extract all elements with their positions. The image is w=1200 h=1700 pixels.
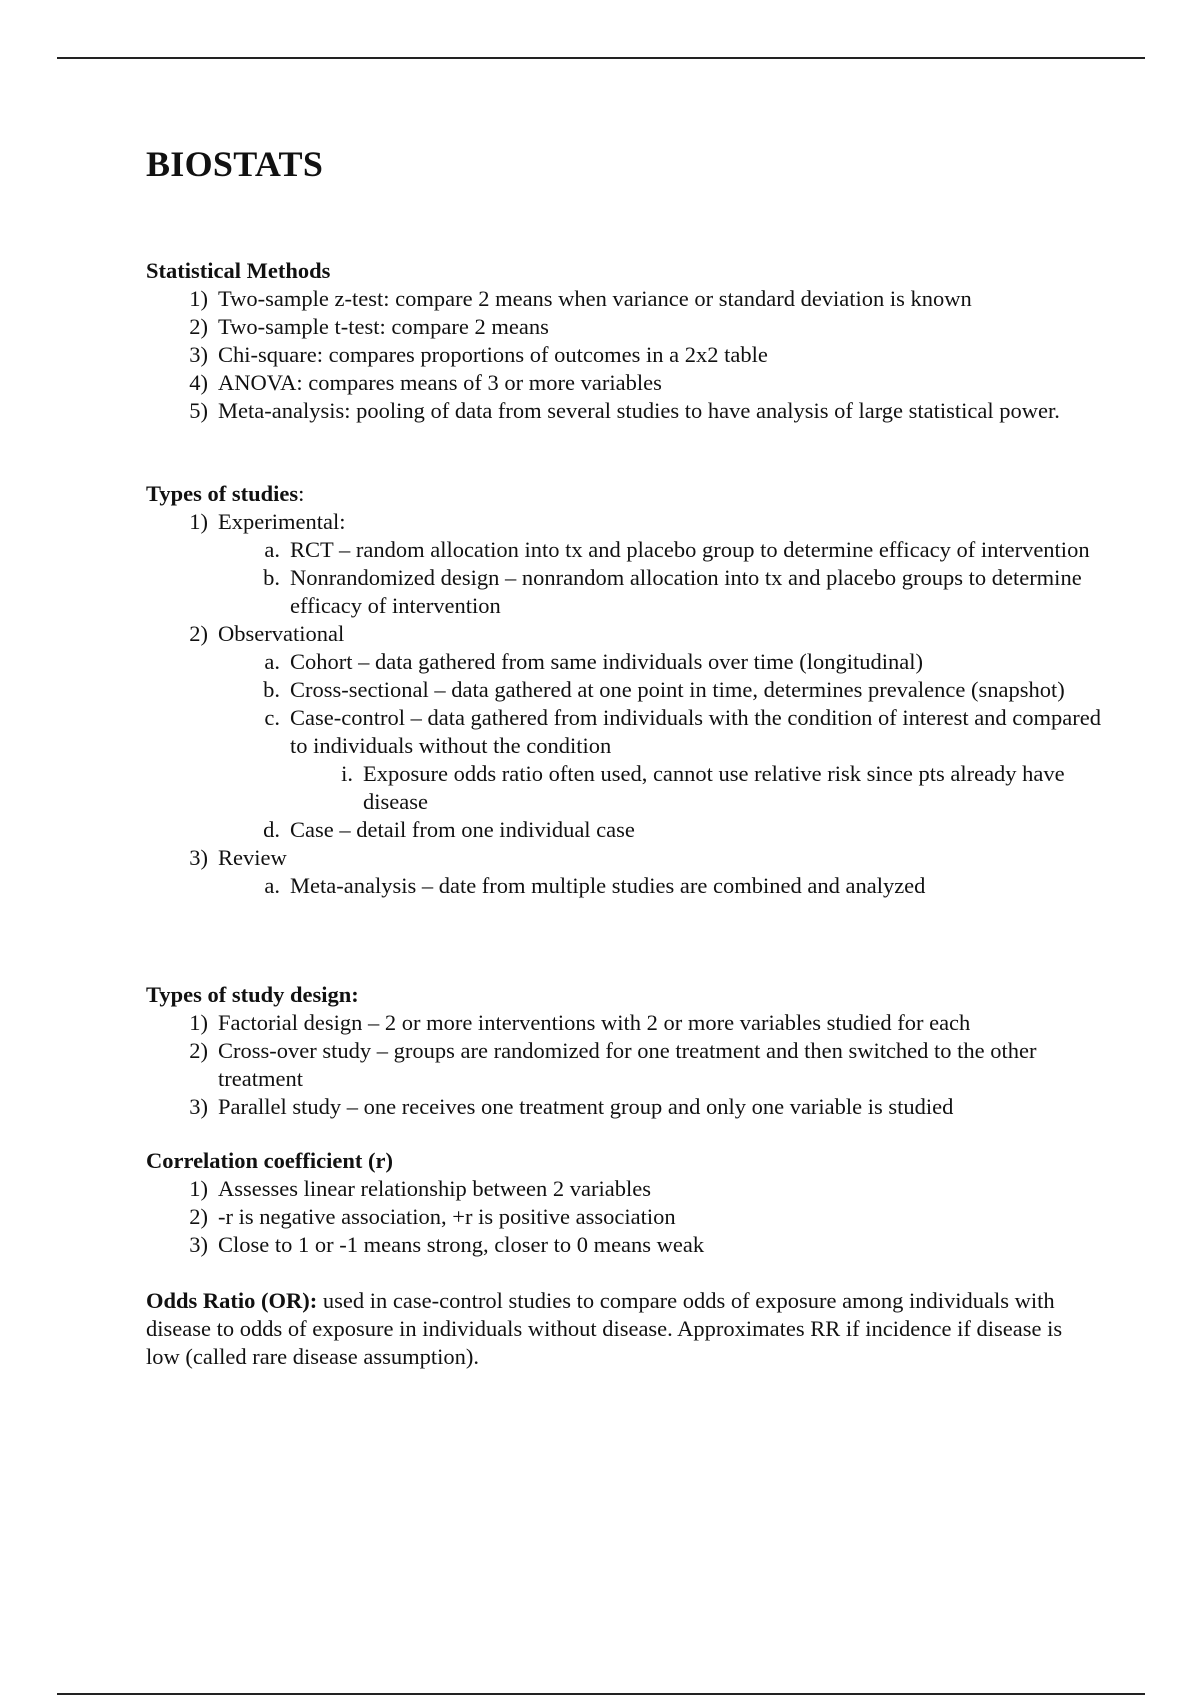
list-marker: 4) — [189, 370, 208, 395]
list-item — [146, 341, 1106, 369]
list-item-text: Two-sample z-test: compare 2 means when variance or standard deviation is known — [218, 286, 972, 311]
list-item-text: Exposure odds ratio often used, cannot use relative risk since pts already have disease — [363, 761, 1065, 814]
section-types-of-study-design — [146, 981, 1106, 1121]
list-marker: 2) — [189, 1204, 208, 1229]
list-item-text: Cross-over study – groups are randomized for one treatment and then switched to the other treatment — [218, 1038, 1037, 1091]
section-heading: Statistical Methods — [146, 258, 331, 283]
sub-list-item — [146, 704, 1106, 760]
list-item — [146, 313, 1106, 341]
list-marker: b. — [263, 677, 280, 702]
list-marker: 3) — [189, 845, 208, 870]
list-item-text: Close to 1 or -1 means strong, closer to 0 means weak — [218, 1232, 705, 1257]
list-marker: 5) — [189, 398, 208, 423]
list-item-text: Assesses linear relationship between 2 variables — [218, 1176, 651, 1201]
list-item-text: RCT – random allocation into tx and placebo group to determine efficacy of intervention — [290, 537, 1090, 562]
section-types-of-studies — [146, 480, 1106, 900]
list-item-text: Case-control – data gathered from individuals with the condition of interest and compared to individuals without the condition — [290, 705, 1102, 758]
list-marker: 1) — [189, 509, 208, 534]
list-marker: 3) — [189, 1232, 208, 1257]
list-marker: 3) — [189, 1094, 208, 1119]
paragraph-text: used in case-control studies to compare odds of exposure among individuals with disease to odds of exposure in individuals without disease. Approximates RR if incidence if disease is low (called rare disease assumption). — [146, 1288, 1063, 1369]
list-item-text: Cross-sectional – data gathered at one point in time, determines prevalence (snapshot) — [290, 677, 1065, 702]
list-marker: d. — [263, 817, 280, 842]
list-marker: 2) — [189, 621, 208, 646]
sub-list-item — [146, 536, 1106, 564]
list-item — [146, 620, 1106, 648]
list-item-text: -r is negative association, +r is positive association — [218, 1204, 676, 1229]
list-item-text: Nonrandomized design – nonrandom allocation into tx and placebo groups to determine efficacy of intervention — [290, 565, 1082, 618]
list-marker: a. — [264, 873, 280, 898]
list-marker: a. — [264, 649, 280, 674]
list-item-text: Chi-square: compares proportions of outcomes in a 2x2 table — [218, 342, 768, 367]
list-item — [146, 1231, 1106, 1259]
bottom-rule — [57, 1693, 1145, 1695]
list-marker: 1) — [189, 1010, 208, 1035]
heading-suffix: : — [298, 481, 305, 506]
list-item-text: Two-sample t-test: compare 2 means — [218, 314, 549, 339]
list-marker: 2) — [189, 1038, 208, 1063]
list-item — [146, 1009, 1106, 1037]
section-correlation-coefficient — [146, 1147, 1106, 1259]
list-item-text: Case – detail from one individual case — [290, 817, 635, 842]
list-item — [146, 844, 1106, 872]
section-heading: Correlation coefficient (r) — [146, 1148, 393, 1173]
list-item — [146, 508, 1106, 536]
list-marker: 1) — [189, 286, 208, 311]
sub-list-item — [146, 648, 1106, 676]
list-item-text: Cohort – data gathered from same individuals over time (longitudinal) — [290, 649, 923, 674]
list-item-text: Meta-analysis: pooling of data from several studies to have analysis of large statistical power. — [218, 398, 1060, 423]
list-marker: c. — [264, 705, 280, 730]
list-marker: b. — [263, 565, 280, 590]
list-item-text: Experimental: — [218, 509, 346, 534]
section-heading: Odds Ratio (OR): — [146, 1288, 318, 1313]
list-marker: a. — [264, 537, 280, 562]
list-marker: i. — [341, 761, 353, 786]
document-title: BIOSTATS — [146, 144, 324, 184]
list-item-text: Review — [218, 845, 287, 870]
list-marker: 3) — [189, 342, 208, 367]
list-item — [146, 1175, 1106, 1203]
list-item-text: Observational — [218, 621, 345, 646]
list-marker: 2) — [189, 314, 208, 339]
list-item — [146, 397, 1106, 425]
list-item — [146, 1093, 1106, 1121]
top-rule — [57, 57, 1145, 59]
sub-list-item — [146, 872, 1106, 900]
list-item-text: Parallel study – one receives one treatment group and only one variable is studied — [218, 1094, 954, 1119]
list-marker: 1) — [189, 1176, 208, 1201]
sub-list-item — [146, 564, 1106, 620]
section-heading: Types of studies — [146, 481, 299, 506]
section-odds-ratio — [146, 1287, 1086, 1371]
list-item — [146, 369, 1106, 397]
section-heading: Types of study design: — [146, 982, 359, 1007]
sub-sub-list-item — [146, 760, 1106, 816]
list-item-text: Meta-analysis – date from multiple studies are combined and analyzed — [290, 873, 926, 898]
list-item — [146, 285, 1106, 313]
list-item — [146, 1203, 1106, 1231]
list-item-text: Factorial design – 2 or more interventions with 2 or more variables studied for each — [218, 1010, 971, 1035]
list-item — [146, 1037, 1106, 1093]
list-item-text: ANOVA: compares means of 3 or more variables — [218, 370, 662, 395]
sub-list-item — [146, 676, 1106, 704]
section-statistical-methods — [146, 257, 1106, 425]
sub-list-item — [146, 816, 1106, 844]
